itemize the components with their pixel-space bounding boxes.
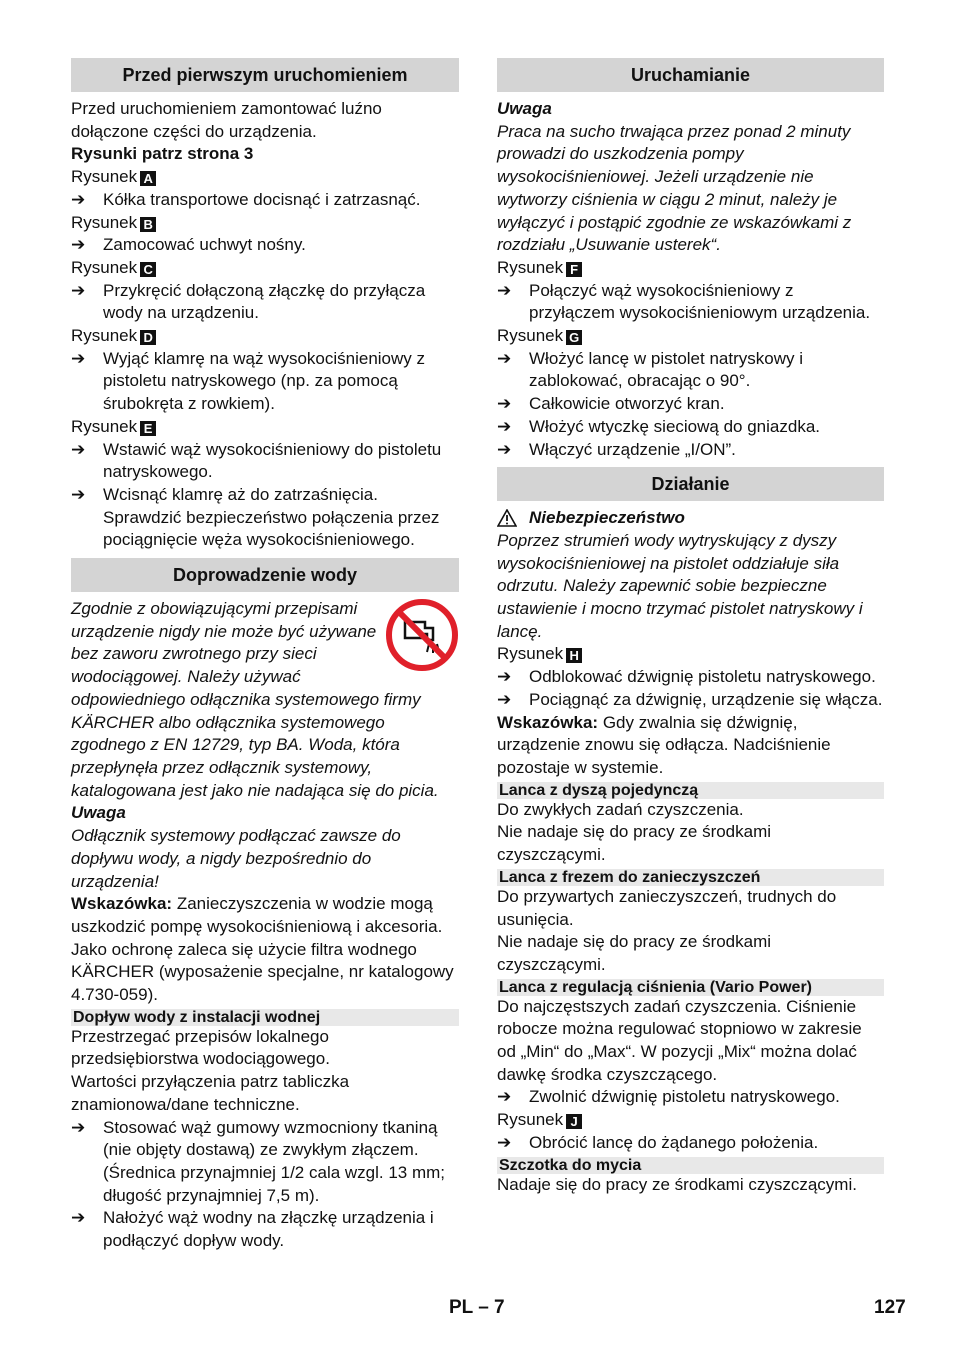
step-item: ➔ Pociągnąć za dźwignię, urządzenie się włącza. — [497, 689, 884, 712]
arrow-right-icon: ➔ — [71, 439, 86, 459]
step-item: ➔ Kółka transportowe docisnąć i zatrzasnąć. — [71, 189, 459, 212]
step-item: ➔ Nałożyć wąż wodny na złączkę urządzenia i podłączyć dopływ wody. — [71, 1208, 434, 1251]
figures-reference: Rysunki patrz strona 3 — [71, 144, 254, 164]
step-item: ➔ Wcisnąć klamrę aż do zatrzaśnięcia. Sprawdzić bezpieczeństwo połączenia przez pociągnięcie węża wysokociśnieniowego. — [71, 484, 440, 550]
paragraph: Do najczęstszych zadań czyszczenia. Ciśnienie robocze można regulować stopniowo w zakresie od „Min“ do „Max“. W pozycji „Mix“ można dolać dawkę środka czyszczącego. — [497, 996, 862, 1084]
figure-letter-e: E — [140, 421, 156, 436]
note-text: Odłącznik systemowy podłączać zawsze do dopływu wody, a nigdy bezpośrednio do urządzenia! — [71, 826, 401, 891]
paragraph: Do zwykłych zadań czyszczenia. — [497, 799, 744, 819]
paragraph: Nie nadaje się do pracy ze środkami czyszczącymi. — [497, 932, 772, 974]
arrow-right-icon: ➔ — [497, 394, 512, 414]
water-supply-block — [71, 598, 459, 802]
figure-letter-j: J — [566, 1114, 582, 1129]
figure-letter-d: D — [140, 330, 156, 345]
hint-paragraph: Wskazówka: Zanieczyszczenia w wodzie mogą uszkodzić pompę wysokociśnieniową i akcesoria. Jako ochronę zaleca się użycie filtra wodnego KÄRCHER (wyposażenie specjalne, nr katalogowy 4.730-059). — [71, 894, 454, 1005]
figure-label-c: Rysunek C — [71, 257, 459, 280]
step-item: ➔ Zwolnić dźwignię pistoletu natryskowego. — [497, 1086, 884, 1109]
subsection-title-dirt-blaster: Lanca z frezem do zanieczyszczeń — [497, 869, 884, 886]
subsection-title-single-nozzle: Lanca z dyszą pojedynczą — [497, 782, 884, 799]
figure-label-d: Rysunek D — [71, 325, 459, 348]
subsection-title-vario-power: Lanca z regulacją ciśnienia (Vario Power) — [497, 979, 884, 996]
note-label: Uwaga — [71, 803, 126, 823]
right-column — [497, 58, 884, 1196]
footer-page-number: 127 — [874, 1297, 906, 1318]
warning-triangle-icon — [497, 509, 517, 527]
hint-paragraph: Wskazówka: Gdy zwalnia się dźwignię, urządzenie znowu się odłącza. Nadciśnienie pozostaje w systemie. — [497, 712, 831, 777]
step-item: ➔ Włączyć urządzenie „I/ON”. — [497, 439, 884, 462]
subsection-title-wash-brush: Szczotka do mycia — [497, 1157, 884, 1174]
arrow-right-icon: ➔ — [497, 1087, 512, 1107]
left-column — [71, 58, 459, 1253]
paragraph: Nadaje się do pracy ze środkami czyszczącymi. — [497, 1174, 857, 1194]
arrow-right-icon: ➔ — [497, 348, 512, 368]
step-item: ➔ Wyjąć klamrę na wąż wysokociśnieniowy z pistoletu natryskowego (np. za pomocą śrubokręta z rowkiem). — [71, 348, 426, 414]
arrow-right-icon: ➔ — [71, 235, 86, 255]
figure-letter-b: B — [140, 217, 156, 232]
arrow-right-icon: ➔ — [497, 689, 512, 709]
section-title-startup: Uruchamianie — [497, 58, 884, 92]
arrow-right-icon: ➔ — [71, 484, 86, 504]
step-item: ➔ Zamocować uchwyt nośny. — [71, 234, 459, 257]
paragraph: Nie nadaje się do pracy ze środkami czyszczącymi. — [497, 822, 772, 865]
arrow-right-icon: ➔ — [497, 1132, 512, 1152]
no-drinking-water-icon — [385, 598, 459, 672]
danger-label-row: Niebezpieczeństwo — [497, 507, 884, 530]
figure-label-b: Rysunek B — [71, 212, 459, 235]
step-item: ➔ Włożyć lancę w pistolet natryskowy i zablokować, obracając o 90°. — [497, 348, 803, 391]
section-title-first-start: Przed pierwszym uruchomieniem — [71, 58, 459, 92]
step-item: ➔ Odblokować dźwignię pistoletu natryskowego. — [497, 666, 884, 689]
danger-text: Poprzez strumień wody wytryskujący z dyszy wysokociśnieniowej na pistolet oddziałuje siła odrzutu. Należy zapewnić sobie bezpieczne ustawienie i mocno trzymać pistolet natryskowy i lancę. — [497, 530, 863, 641]
figure-letter-h: H — [566, 648, 582, 663]
arrow-right-icon: ➔ — [497, 280, 512, 300]
arrow-right-icon: ➔ — [497, 416, 512, 436]
figure-letter-g: G — [566, 330, 582, 345]
note-label: Uwaga — [497, 99, 552, 118]
paragraph: Do przywartych zanieczyszczeń, trudnych do usunięcia. — [497, 886, 837, 929]
section-title-water-supply: Doprowadzenie wody — [71, 558, 459, 592]
step-item: ➔ Włożyć wtyczkę sieciową do gniazdka. — [497, 416, 884, 439]
arrow-right-icon: ➔ — [71, 348, 86, 368]
step-item: ➔ Przykręcić dołączoną złączkę do przyłącza wody na urządzeniu. — [71, 280, 426, 323]
step-item: ➔ Stosować wąż gumowy wzmocniony tkaniną (nie objęty dostawą) ze zwykłym złączem. (Średnica przynajmniej 1/2 cala wzgl. 13 mm; długość przynajmniej 7,5 m). — [71, 1117, 446, 1205]
figure-letter-a: A — [140, 171, 156, 186]
figure-letter-c: C — [140, 262, 156, 277]
step-item: ➔ Wstawić wąż wysokociśnieniowy do pistoletu natryskowego. — [71, 439, 442, 482]
figure-label-g: Rysunek G — [497, 325, 884, 348]
section-title-operation: Działanie — [497, 467, 884, 501]
figure-label-f: Rysunek F — [497, 257, 884, 280]
subsection-title-water-installation: Dopływ wody z instalacji wodnej — [71, 1009, 459, 1026]
step-item: ➔ Całkowicie otworzyć kran. — [497, 393, 884, 416]
step-item: ➔ Obrócić lancę do żądanego położenia. — [497, 1132, 884, 1155]
arrow-right-icon: ➔ — [497, 667, 512, 687]
figure-label-a: Rysunek A — [71, 166, 459, 189]
arrow-right-icon: ➔ — [71, 1117, 86, 1137]
arrow-right-icon: ➔ — [71, 1208, 86, 1228]
arrow-right-icon: ➔ — [71, 189, 86, 209]
figure-label-j: Rysunek J — [497, 1109, 884, 1132]
arrow-right-icon: ➔ — [497, 439, 512, 459]
intro-text: Przed uruchomieniem zamontować luźno dołączone części do urządzenia. — [71, 99, 382, 141]
note-text: Praca na sucho trwająca przez ponad 2 minuty prowadzi do uszkodzenia pompy wysokociśnieniowej. Jeżeli urządzenie nie wytworzy ciśnienia w ciągu 2 minut, należy je wyłączyć i postąpić zgodnie ze wskazówkami z rozdziału „Usuwanie usterek“. — [497, 121, 852, 255]
water-supply-text: Zgodnie z obowiązującymi przepisami urządzenie nigdy nie może być używane bez zaworu zwrotnego przy sieci wodociągowej. Należy używać odpowiedniego odłącznika systemowego firmy KÄRCHER albo odłącznika systemowego zgodnego z EN 12729, typ BA. Woda, która przepłynęła przez odłącznik systemowy, katalogowana jest jako nie nadająca się do picia. — [71, 599, 439, 800]
paragraph: Wartości przyłączenia patrz tabliczka znamionowa/dane techniczne. — [71, 1072, 350, 1114]
footer-language-page: PL – 7 — [449, 1297, 505, 1318]
arrow-right-icon: ➔ — [71, 280, 86, 300]
figure-label-h: Rysunek H — [497, 643, 884, 666]
figure-label-e: Rysunek E — [71, 416, 459, 439]
step-item: ➔ Połączyć wąż wysokociśnieniowy z przyłączem wysokociśnieniowym urządzenia. — [497, 280, 871, 323]
paragraph: Przestrzegać przepisów lokalnego przedsiębiorstwa wodociągowego. — [71, 1026, 330, 1069]
figure-letter-f: F — [566, 262, 582, 277]
